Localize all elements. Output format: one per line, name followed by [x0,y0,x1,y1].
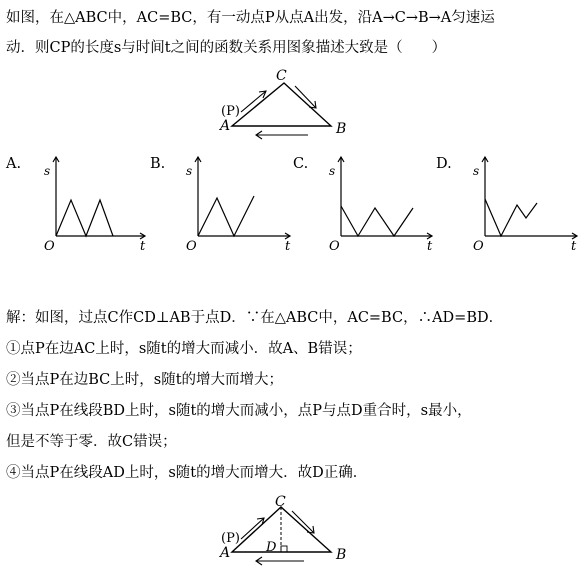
solution-line-2: ①点P在边AC上时，s随t的增大而减小．故A、B错误； [6,341,362,357]
label-b-top: B [336,121,347,137]
graph-a-t: t [140,239,146,254]
option-c-label: C. [293,156,309,172]
solution-line-1: 解：如图，过点C作CD⊥AB于点D．∵在△ABC中，AC=BC，∴AD=BD． [6,310,504,326]
graph-c-t: t [427,239,433,254]
graph-b-o: O [186,239,197,254]
label-c-top: C [276,68,287,84]
label-c-bottom: C [275,494,286,510]
graph-b-t: t [285,239,291,254]
question-line-1: 如图，在△ABC中，AC=BC，有一动点P从点A出发，沿A→C→B→A匀速运 [6,10,495,26]
graph-a-o: O [44,239,55,254]
motion-arrows-bottom [241,511,314,565]
solution-line-6: ④当点P在线段AD上时，s随t的增大而增大．故D正确． [6,465,368,481]
question-line-2: 动．则CP的长度s与时间t之间的函数关系用图象描述大致是（ ） [6,40,447,56]
graph-a-s: s [44,164,51,178]
label-p-bottom: (P) [221,531,240,546]
label-p-top: (P) [221,104,240,119]
solution-line-4: ③当点P在线段BD上时，s随t的增大而减小，点P与点D重合时，s最小， [6,403,472,419]
label-a-top: A [220,118,231,134]
graph-d-s: s [473,164,480,178]
graph-c-s: s [329,164,336,178]
solution-line-3: ②当点P在边BC上时，s随t的增大而增大； [6,372,284,388]
option-b-label: B. [150,156,166,172]
label-b-bottom: B [336,547,347,563]
label-d-bottom: D [266,540,277,555]
graph-b-s: s [186,164,193,178]
option-d-label: D. [436,156,452,172]
graph-d-t: t [571,239,577,254]
label-a-bottom: A [220,545,231,561]
graph-d-o: O [473,239,484,254]
solution-line-5: 但是不等于零．故C错误； [6,434,177,450]
graph-c-o: O [329,239,340,254]
option-a-label: A. [6,156,22,172]
right-angle-mark [281,546,287,552]
